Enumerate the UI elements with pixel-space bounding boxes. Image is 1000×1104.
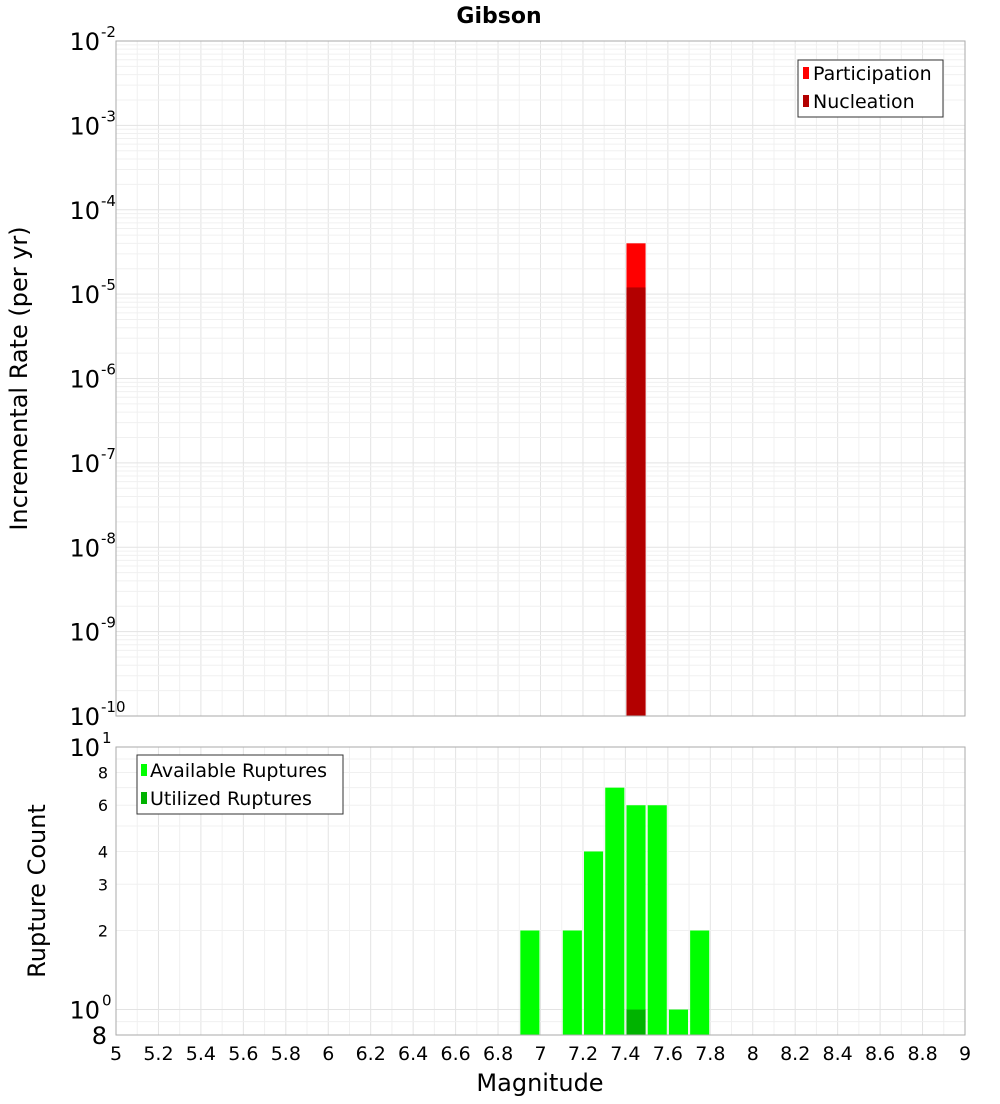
x-tick-label: 7.8 <box>695 1043 726 1065</box>
top-y-tick-exponent: -10 <box>101 698 126 716</box>
top-y-axis-label: Incremental Rate (per yr) <box>5 226 33 531</box>
x-tick-label: 5.6 <box>228 1043 259 1065</box>
utilized-ruptures-bar <box>626 1010 645 1035</box>
bottom-y-min-tick-label: 8 <box>91 1022 107 1050</box>
top-y-tick-exponent: -8 <box>101 529 116 548</box>
x-tick-label: 9 <box>958 1043 972 1065</box>
top-y-tick-label: 10 <box>69 281 100 310</box>
bottom-y-minor-tick-label: 2 <box>97 921 108 941</box>
top-y-tick-exponent: -6 <box>101 360 116 379</box>
top-y-tick-label: 10 <box>69 703 100 731</box>
x-tick-label: 8 <box>746 1043 759 1065</box>
available-ruptures-bar <box>520 931 539 1035</box>
legend-label: Nucleation <box>813 91 915 113</box>
top-legend <box>798 60 943 117</box>
x-tick-label: 7 <box>534 1043 547 1065</box>
top-y-tick-label: 10 <box>69 449 100 478</box>
legend-label: Available Ruptures <box>150 760 327 782</box>
available-ruptures-bar <box>563 931 582 1035</box>
available-ruptures-bar <box>605 788 624 1035</box>
top-y-tick-exponent: -9 <box>101 613 116 632</box>
legend-label: Utilized Ruptures <box>150 788 312 810</box>
top-y-tick-label: 10 <box>69 618 100 647</box>
available-ruptures-bar <box>584 851 603 1035</box>
top-y-tick-exponent: -3 <box>101 107 116 126</box>
top-y-tick-exponent: -7 <box>101 444 116 463</box>
x-tick-label: 7.2 <box>567 1043 599 1065</box>
bottom-y-axis-label: Rupture Count <box>23 804 51 978</box>
x-tick-label: 8.4 <box>822 1043 853 1065</box>
bottom-y-minor-tick-label: 3 <box>97 875 108 895</box>
legend-swatch <box>141 764 147 776</box>
x-tick-label: 6.4 <box>398 1043 429 1065</box>
top-y-tick-label: 10 <box>69 534 100 563</box>
x-tick-label: 6.2 <box>355 1043 386 1065</box>
top-y-tick-exponent: -4 <box>101 191 116 210</box>
bottom-y-tick-label: 10 <box>69 734 100 762</box>
top-plot-panel <box>69 23 965 731</box>
x-tick-label: 7.4 <box>610 1043 641 1065</box>
x-tick-label: 6.8 <box>482 1043 514 1065</box>
bottom-y-tick-label: 10 <box>69 996 100 1025</box>
legend-swatch <box>803 95 809 107</box>
x-tick-label: 7.6 <box>652 1043 683 1065</box>
nucleation-bar <box>626 287 645 716</box>
top-y-tick-exponent: -5 <box>101 276 116 295</box>
top-y-tick-label: 10 <box>69 365 100 394</box>
bottom-y-minor-tick-label: 8 <box>97 763 108 783</box>
bottom-y-minor-tick-label: 6 <box>97 796 108 816</box>
x-tick-label: 5 <box>109 1043 123 1065</box>
bottom-legend <box>137 755 343 814</box>
bottom-y-tick-exponent: 0 <box>102 991 112 1010</box>
available-ruptures-bar <box>690 931 709 1035</box>
top-y-tick-label: 10 <box>69 196 100 225</box>
available-ruptures-bar <box>669 1010 688 1035</box>
x-tick-label: 5.2 <box>143 1043 174 1065</box>
legend-swatch <box>803 67 809 79</box>
top-y-tick-label: 10 <box>69 112 100 141</box>
x-tick-label: 8.8 <box>907 1043 938 1065</box>
top-y-tick-label: 10 <box>69 28 100 56</box>
x-tick-label: 5.4 <box>185 1043 217 1065</box>
bottom-y-tick-exponent: 1 <box>102 729 112 747</box>
x-tick-label: 6 <box>322 1043 335 1065</box>
legend-label: Participation <box>813 63 932 85</box>
chart-title: Gibson <box>456 4 542 29</box>
x-tick-label: 8.2 <box>780 1043 811 1065</box>
x-tick-label: 5.8 <box>270 1043 301 1065</box>
bottom-y-minor-tick-label: 4 <box>97 842 108 862</box>
x-tick-label: 8.6 <box>864 1043 896 1065</box>
legend-swatch <box>141 792 147 804</box>
top-y-tick-exponent: -2 <box>101 23 116 41</box>
available-ruptures-bar <box>626 805 645 1035</box>
available-ruptures-bar <box>648 805 667 1035</box>
x-axis-label: Magnitude <box>476 1069 604 1097</box>
x-tick-label: 6.6 <box>440 1043 471 1065</box>
